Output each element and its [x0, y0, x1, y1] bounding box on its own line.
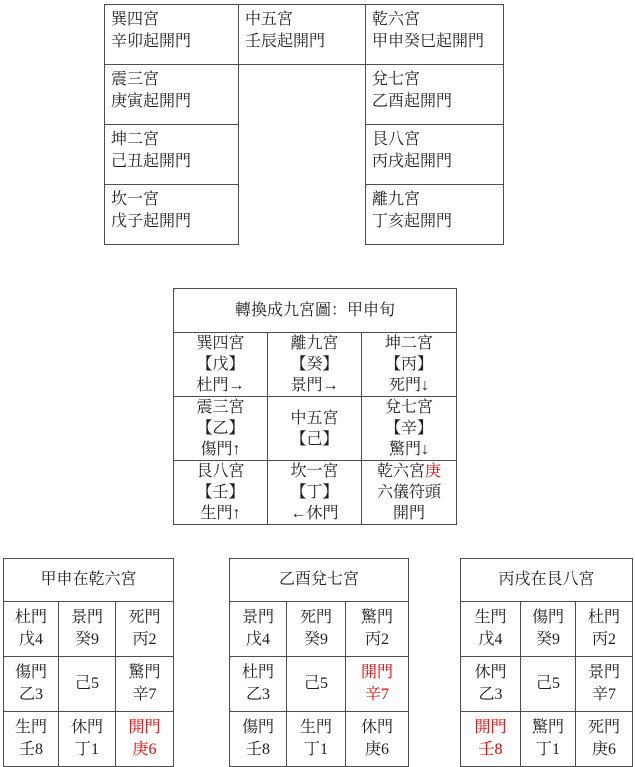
palace-name-with-stem: [362, 461, 456, 482]
stem-number: 己5: [74, 675, 99, 692]
stem-number: 庚6: [132, 741, 157, 758]
door-direction: 生門↑: [200, 505, 241, 522]
table-row: [174, 461, 457, 525]
palace-name: 中五宮: [245, 11, 294, 28]
door-name: 景門: [70, 609, 103, 626]
table-row: [230, 657, 409, 712]
door-cell-highlighted: [346, 657, 409, 712]
door-direction: ←休門: [290, 505, 339, 522]
table-row: [174, 333, 457, 397]
stem-number: 癸9: [74, 631, 99, 648]
leader-label: 六儀符頭: [376, 484, 441, 501]
stem-number: 丁1: [74, 741, 99, 758]
stem-number: 辛7: [364, 686, 389, 703]
palace-table-yiyou: [229, 558, 409, 767]
palace-name: 震三宮: [111, 71, 160, 88]
palace-cell: [174, 333, 268, 397]
stem-number: 丙2: [132, 631, 157, 648]
palace-cell: [366, 5, 504, 65]
palace-stems: 丁亥起開門: [372, 213, 453, 230]
palace-cell: [366, 185, 504, 245]
door-cell: [4, 712, 59, 767]
door-cell: [346, 602, 409, 657]
door-direction: 傷門↑: [200, 441, 241, 458]
palace-name: 離九宮: [372, 191, 421, 208]
door-cell: [116, 657, 174, 712]
door-name: 生門: [14, 719, 47, 736]
door-cell: [287, 602, 346, 657]
palace-name: 乾六宮: [372, 11, 421, 28]
palace-cell: [366, 65, 504, 125]
door-cell: [230, 712, 287, 767]
stem-number: 丁1: [535, 741, 560, 758]
palace-stems: 戊子起開門: [111, 213, 192, 230]
door-name: 死門: [128, 609, 161, 626]
door-name: 開門: [360, 664, 393, 681]
nine-grid-title: 轉換成九宮圖：甲申旬: [174, 289, 457, 333]
palace-name: 坎一宮: [111, 191, 160, 208]
palace-cell: [174, 461, 268, 525]
palace-stem: 【癸】: [290, 356, 339, 373]
palace-cell: [174, 397, 268, 461]
palace-name: 乾六宮: [376, 463, 425, 480]
stem-number: 乙3: [245, 686, 270, 703]
stem-number: 壬8: [245, 741, 270, 758]
door-cell: [59, 602, 116, 657]
palace-cell: [239, 5, 366, 65]
door-name: 傷門: [14, 664, 47, 681]
door-cell: [230, 657, 287, 712]
table-row: [230, 602, 409, 657]
palace-stems: 辛卯起開門: [111, 33, 192, 50]
door-cell: [346, 712, 409, 767]
palace-stem: 【丁】: [290, 484, 339, 501]
table-row: [461, 712, 633, 767]
door-cell-highlighted: [116, 712, 174, 767]
table-row: [174, 397, 457, 461]
stem-number: 癸9: [303, 631, 328, 648]
stem-number: 乙3: [478, 686, 503, 703]
palace-name: 巽四宮: [196, 335, 245, 352]
palace-table-title: 乙酉兌七宮: [230, 559, 409, 602]
palace-table-jiashen: [3, 558, 174, 767]
palace-name: 兌七宮: [372, 71, 421, 88]
door-name: 傷門: [531, 609, 564, 626]
table-row: [230, 559, 409, 602]
stem-number: 戊4: [245, 631, 270, 648]
stem-number: 壬8: [478, 741, 503, 758]
stem-number: 丙2: [364, 631, 389, 648]
door-cell: [59, 712, 116, 767]
door-name: 休門: [360, 719, 393, 736]
door-cell: [576, 657, 633, 712]
table-row: [105, 5, 504, 65]
door-name: 驚門: [531, 719, 564, 736]
door-direction: 杜門→: [196, 377, 245, 394]
stem-number: 乙3: [18, 686, 43, 703]
door-name: 生門: [474, 609, 507, 626]
door-cell: [576, 712, 633, 767]
palace-name: 艮八宮: [372, 131, 421, 148]
door-cell: [521, 602, 576, 657]
door-name: 死門: [299, 609, 332, 626]
palace-cell: [268, 461, 362, 525]
stem-number: 丙2: [591, 631, 616, 648]
door-name: 傷門: [241, 719, 274, 736]
door-cell: [4, 602, 59, 657]
door-name: 死門: [587, 719, 620, 736]
table-row: [4, 602, 174, 657]
nine-palace-grid: [173, 288, 457, 525]
door-name: 開門: [474, 719, 507, 736]
palace-table-bingxu: [460, 558, 633, 767]
palace-stem: 【乙】: [196, 420, 245, 437]
table-row: [461, 602, 633, 657]
door-direction: 死門↓: [388, 377, 429, 394]
stem-number: 庚6: [591, 741, 616, 758]
palace-stems: 丙戌起開門: [372, 153, 453, 170]
door-name: 驚門: [128, 664, 161, 681]
door-cell: [4, 657, 59, 712]
palace-cell-leader: [362, 461, 457, 525]
door-name: 驚門: [360, 609, 393, 626]
table-row: [4, 559, 174, 602]
palace-name: 巽四宮: [111, 11, 160, 28]
stem-number: 丁1: [303, 741, 328, 758]
stem-number: 壬8: [18, 741, 43, 758]
stem-number: 癸9: [535, 631, 560, 648]
palace-name: 坤二宮: [384, 335, 433, 352]
door-cell: [521, 712, 576, 767]
palace-stems: 己丑起開門: [111, 153, 192, 170]
door-name: 休門: [70, 719, 103, 736]
center-cell: [287, 657, 346, 712]
table-row: [4, 657, 174, 712]
door-name: 杜門: [587, 609, 620, 626]
palace-table-title: 甲申在乾六宮: [4, 559, 174, 602]
center-cell: [59, 657, 116, 712]
door-name: 景門: [241, 609, 274, 626]
palace-name: 震三宮: [196, 399, 245, 416]
palace-name: 坎一宮: [290, 463, 339, 480]
palace-cell: [268, 333, 362, 397]
palace-stems: 甲申癸巳起開門: [372, 33, 485, 50]
palace-cell: [366, 125, 504, 185]
palace-name: 坤二宮: [111, 131, 160, 148]
palace-cell: [362, 333, 457, 397]
stem-number: 戊4: [18, 631, 43, 648]
door-cell-highlighted: [461, 712, 521, 767]
leader-stem: 庚: [425, 463, 442, 480]
palace-stem: 【己】: [290, 430, 339, 448]
palace-stems: 乙酉起開門: [372, 93, 453, 110]
palace-table-title: 丙戌在艮八宮: [461, 559, 633, 602]
stem-start-table: [104, 4, 504, 245]
door-cell: [461, 657, 521, 712]
table-row: [174, 289, 457, 333]
palace-cell-center: [268, 397, 362, 461]
stem-number: 己5: [535, 675, 560, 692]
palace-name: 兌七宮: [384, 399, 433, 416]
palace-stem: 【戊】: [196, 356, 245, 373]
door-name: 休門: [474, 664, 507, 681]
door-name: 杜門: [241, 664, 274, 681]
table-row: [230, 712, 409, 767]
door-name: 開門: [392, 505, 425, 522]
palace-name: 艮八宮: [196, 463, 245, 480]
palace-stem: 【辛】: [384, 420, 433, 437]
empty-merged-cell: [239, 65, 366, 245]
table-row: [461, 657, 633, 712]
palace-stem: 【丙】: [384, 356, 433, 373]
palace-stems: 庚寅起開門: [111, 93, 192, 110]
palace-cell: [362, 397, 457, 461]
palace-name: 離九宮: [290, 335, 339, 352]
stem-number: 辛7: [132, 686, 157, 703]
palace-cell: [105, 185, 239, 245]
palace-stems: 壬辰起開門: [245, 33, 326, 50]
center-cell: [521, 657, 576, 712]
stem-number: 己5: [303, 675, 328, 692]
palace-stem: 【壬】: [196, 484, 245, 501]
door-cell: [461, 602, 521, 657]
door-cell: [576, 602, 633, 657]
palace-cell: [105, 5, 239, 65]
door-direction: 景門→: [290, 377, 339, 394]
door-cell: [287, 712, 346, 767]
door-name: 杜門: [14, 609, 47, 626]
door-cell: [230, 602, 287, 657]
table-row: [461, 559, 633, 602]
palace-cell: [105, 65, 239, 125]
door-cell: [116, 602, 174, 657]
stem-number: 戊4: [478, 631, 503, 648]
door-direction: 驚門↓: [388, 441, 429, 458]
door-name: 生門: [299, 719, 332, 736]
table-row: [105, 65, 504, 125]
door-name: 開門: [128, 719, 161, 736]
door-name: 景門: [587, 664, 620, 681]
palace-name: 中五宮: [290, 409, 339, 427]
palace-cell: [105, 125, 239, 185]
table-row: [4, 712, 174, 767]
stem-number: 辛7: [591, 686, 616, 703]
stem-number: 庚6: [364, 741, 389, 758]
